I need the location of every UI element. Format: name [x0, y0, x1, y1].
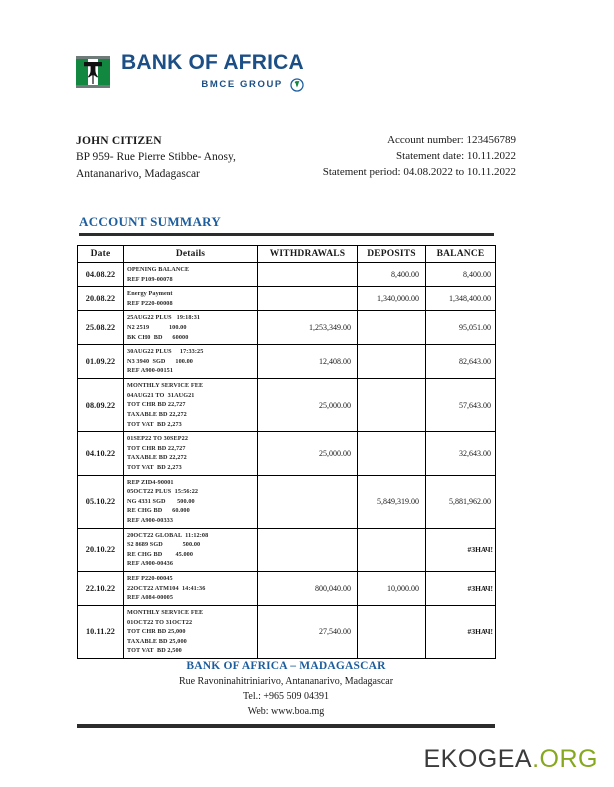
cell-date: 25.08.22: [78, 311, 124, 345]
detail-line: 01OCT22 TO 31OCT22: [127, 618, 193, 626]
brand-name: BANK OF AFRICA: [121, 51, 304, 74]
detail-line: Energy Payment: [127, 290, 173, 298]
cell-withdrawals: 25,000.00: [258, 379, 358, 432]
cell-withdrawals: 27,540.00: [258, 605, 358, 658]
cell-balance: 8,400.00: [426, 263, 496, 287]
footer-bank-name: BANK OF AFRICA – MADAGASCAR: [186, 660, 386, 672]
cell-deposits: 1,340,000.00: [358, 287, 426, 311]
customer-details: [76, 133, 236, 182]
detail-line: TOT VAT BD 2,273: [127, 420, 182, 428]
watermark-name: EKOGEA: [423, 745, 533, 773]
cell-withdrawals: [258, 475, 358, 528]
cell-details: [124, 528, 258, 571]
cell-details: [124, 345, 258, 379]
cell-deposits: 10,000.00: [358, 572, 426, 606]
baobab-tree-logo-icon: [76, 56, 110, 88]
column-header-balance: BALANCE: [426, 246, 496, 263]
cell-deposits: [358, 379, 426, 432]
detail-line: REP ZID4-90001: [127, 478, 174, 486]
customer-name: JOHN CITIZEN: [76, 135, 162, 147]
account-summary-heading: [79, 214, 494, 236]
cell-date: 04.10.22: [78, 432, 124, 475]
section-divider: [79, 233, 494, 236]
table-row: [78, 475, 496, 528]
africa-globe-icon: [290, 78, 304, 92]
column-header-date: Date: [78, 246, 124, 263]
detail-line: REF P109-00078: [127, 275, 173, 283]
brand-subtitle: BMCE GROUP: [201, 79, 283, 91]
cell-deposits: [358, 528, 426, 571]
cell-date: 01.09.22: [78, 345, 124, 379]
cell-details: [124, 605, 258, 658]
cell-balance-error: #ЗНАЧ!: [426, 572, 496, 606]
cell-withdrawals: [258, 263, 358, 287]
cell-deposits: 5,849,319.00: [358, 475, 426, 528]
detail-line: 05OCT22 PLUS 15:56:22: [127, 488, 199, 496]
detail-line: REF A900-00151: [127, 367, 174, 375]
cell-details: [124, 287, 258, 311]
cell-balance: 5,881,962.00: [426, 475, 496, 528]
detail-line: REF A900-00333: [127, 517, 174, 525]
cell-date: 04.08.22: [78, 263, 124, 287]
statement-footer: [77, 660, 495, 728]
ekogea-watermark: [424, 745, 599, 774]
detail-line: 22OCT22 ATM104 14:41:36: [127, 584, 206, 592]
transactions-body: [78, 263, 496, 659]
footer-telephone: Tel.: +965 509 04391: [242, 691, 330, 702]
detail-line: TOT CHR BD 25,000: [127, 628, 186, 636]
detail-line: S2 8689 SGD 500.00: [127, 541, 201, 549]
watermark-tld: .ORG: [532, 745, 598, 773]
table-header-row: [78, 246, 496, 263]
cell-deposits: [358, 605, 426, 658]
detail-line: MONTHLY SERVICE FEE: [127, 608, 204, 616]
cell-date: 05.10.22: [78, 475, 124, 528]
footer-website: Web: www.boa.mg: [247, 706, 325, 717]
detail-line: 01SEP22 TO 30SEP22: [127, 435, 189, 443]
detail-line: TOT CHR BD 22,727: [127, 401, 186, 409]
transactions-table-wrapper: [77, 245, 495, 659]
detail-line: OPENING BALANCE: [127, 266, 190, 273]
cell-balance: 1,348,400.00: [426, 287, 496, 311]
table-row: [78, 432, 496, 475]
statement-header-info: [76, 133, 516, 182]
cell-balance: 95,051.00: [426, 311, 496, 345]
transactions-table: [77, 245, 496, 659]
customer-address-line-2: Antananarivo, Madagascar: [76, 167, 200, 180]
table-row: [78, 605, 496, 658]
detail-line: NG 4331 SGD 500.00: [127, 497, 195, 505]
detail-line: TOT VAT BD 2,500: [127, 647, 182, 655]
detail-line: RE CHG BD 45.000: [127, 550, 194, 558]
detail-line: MONTHLY SERVICE FEE: [127, 382, 204, 390]
cell-details: [124, 432, 258, 475]
table-row: [78, 528, 496, 571]
statement-period: Statement period: 04.08.2022 to 10.11.2022: [322, 165, 516, 178]
detail-line: 04AUG21 TO 31AUG21: [127, 391, 195, 399]
cell-withdrawals: 1,253,349.00: [258, 311, 358, 345]
cell-deposits: [358, 345, 426, 379]
cell-withdrawals: 800,040.00: [258, 572, 358, 606]
cell-date: 08.09.22: [78, 379, 124, 432]
column-header-details: Details: [124, 246, 258, 263]
account-number: Account number: 123456789: [387, 134, 516, 146]
tree-glyph: [83, 60, 103, 85]
cell-withdrawals: [258, 528, 358, 571]
detail-line: 30AUG22 PLUS 17:33:25: [127, 348, 204, 356]
table-row: [78, 287, 496, 311]
table-row: [78, 345, 496, 379]
bank-logo: [76, 52, 304, 92]
table-row: [78, 263, 496, 287]
cell-date: 22.10.22: [78, 572, 124, 606]
cell-details: [124, 572, 258, 606]
detail-line: REF A084-00005: [127, 594, 174, 602]
cell-deposits: 8,400.00: [358, 263, 426, 287]
section-title: ACCOUNT SUMMARY: [79, 214, 222, 229]
detail-line: REF P220-00045: [127, 575, 173, 583]
cell-balance: 82,643.00: [426, 345, 496, 379]
detail-line: REF P220-00008: [127, 299, 173, 307]
table-row: [78, 311, 496, 345]
detail-line: TAXABLE BD 22,272: [127, 454, 187, 462]
table-row: [78, 379, 496, 432]
account-details: [323, 133, 516, 182]
detail-line: 20OCT22 GLOBAL 11:12:08: [127, 531, 209, 539]
detail-line: TOT VAT BD 2,273: [127, 463, 182, 471]
cell-withdrawals: [258, 287, 358, 311]
statement-date: Statement date: 10.11.2022: [396, 149, 516, 162]
cell-deposits: [358, 311, 426, 345]
cell-date: 20.10.22: [78, 528, 124, 571]
cell-details: [124, 263, 258, 287]
cell-withdrawals: 12,408.00: [258, 345, 358, 379]
detail-line: TAXABLE BD 22,272: [127, 410, 187, 418]
cell-balance: 57,643.00: [426, 379, 496, 432]
footer-divider: [77, 724, 495, 728]
cell-deposits: [358, 432, 426, 475]
detail-line: TOT CHR BD 22,727: [127, 444, 186, 452]
cell-details: [124, 475, 258, 528]
cell-balance-error: #ЗНАЧ!: [426, 528, 496, 571]
detail-line: N2 2519 100.00: [127, 324, 187, 332]
detail-line: TAXABLE BD 25,000: [127, 637, 187, 645]
detail-line: N3 3940 SGD 100.00: [127, 357, 193, 365]
column-header-deposits: DEPOSITS: [358, 246, 426, 263]
cell-date: 20.08.22: [78, 287, 124, 311]
cell-balance: 32,643.00: [426, 432, 496, 475]
column-header-withdrawals: WITHDRAWALS: [258, 246, 358, 263]
cell-date: 10.11.22: [78, 605, 124, 658]
customer-address-line-1: BP 959- Rue Pierre Stibbe- Anosy,: [76, 151, 236, 164]
cell-withdrawals: 25,000.00: [258, 432, 358, 475]
detail-line: BK CH0 BD 60000: [127, 333, 189, 341]
cell-details: [124, 379, 258, 432]
detail-line: RE CHG BD 60.000: [127, 507, 190, 515]
cell-balance-error: #ЗНАЧ!: [426, 605, 496, 658]
cell-details: [124, 311, 258, 345]
detail-line: REF A900-00436: [127, 560, 174, 568]
detail-line: 25AUG22 PLUS 19:18:31: [127, 314, 201, 322]
table-row: [78, 572, 496, 606]
footer-address: Rue Ravoninahitriniarivo, Antananarivo, Madagascar: [178, 676, 394, 687]
